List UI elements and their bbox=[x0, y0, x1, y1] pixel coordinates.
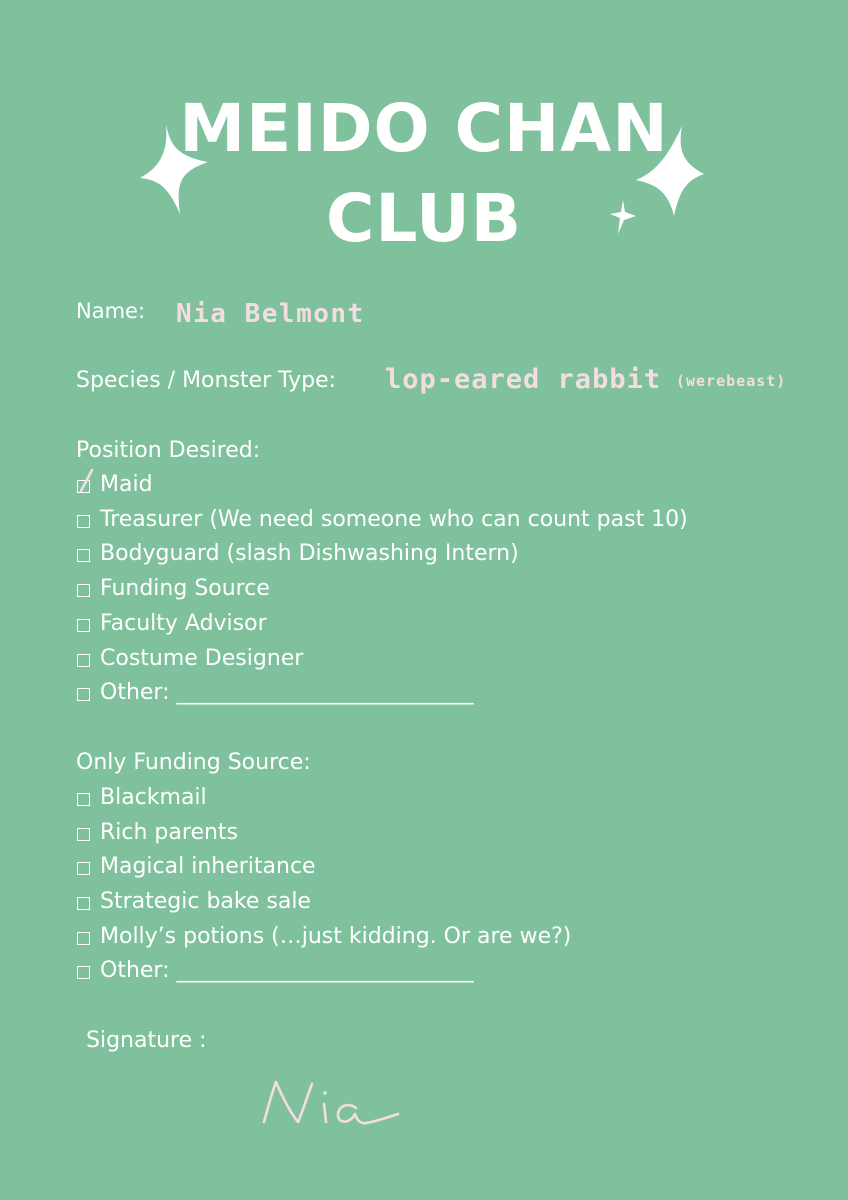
option-blackmail[interactable] bbox=[76, 783, 207, 813]
checkbox[interactable] bbox=[77, 966, 90, 979]
option-label: Magical inheritance bbox=[100, 854, 316, 879]
species-note: (werebeast) bbox=[676, 372, 787, 390]
checkbox[interactable] bbox=[77, 515, 90, 528]
checkbox[interactable] bbox=[77, 584, 90, 597]
option-label: Molly’s potions (…just kidding. Or are we?) bbox=[100, 924, 572, 949]
check-mark-icon bbox=[78, 467, 100, 495]
checkbox[interactable] bbox=[77, 897, 90, 910]
signature-label: Signature : bbox=[86, 1028, 207, 1053]
name-value: Nia Belmont bbox=[176, 299, 365, 329]
checkbox[interactable] bbox=[77, 932, 90, 945]
title-line-2: CLUB bbox=[325, 180, 523, 257]
checkbox[interactable] bbox=[77, 619, 90, 632]
checkbox[interactable] bbox=[77, 793, 90, 806]
option-label: Bodyguard (slash Dishwashing Intern) bbox=[100, 541, 519, 566]
checkbox[interactable] bbox=[77, 480, 90, 493]
checkbox[interactable] bbox=[77, 862, 90, 875]
option-costume-designer[interactable] bbox=[76, 644, 303, 674]
option-mollys-potions[interactable] bbox=[76, 922, 571, 952]
option-other-funding[interactable] bbox=[76, 956, 473, 986]
option-bake-sale[interactable] bbox=[76, 887, 311, 917]
species-label: Species / Monster Type: bbox=[76, 368, 337, 393]
option-label: Other: ___________________________ bbox=[100, 680, 474, 705]
option-maid[interactable] bbox=[76, 470, 153, 500]
position-heading: Position Desired: bbox=[76, 438, 261, 463]
checkbox[interactable] bbox=[77, 688, 90, 701]
option-magical-inheritance[interactable] bbox=[76, 852, 316, 882]
checkbox[interactable] bbox=[77, 828, 90, 841]
option-label: Treasurer (We need someone who can count past 10) bbox=[100, 507, 688, 532]
checkbox[interactable] bbox=[77, 654, 90, 667]
option-label: Funding Source bbox=[100, 576, 270, 601]
option-bodyguard[interactable] bbox=[76, 539, 519, 569]
option-label: Rich parents bbox=[100, 820, 239, 845]
option-treasurer[interactable] bbox=[76, 505, 688, 535]
option-label: Blackmail bbox=[100, 785, 207, 810]
option-label: Other: ___________________________ bbox=[100, 958, 474, 983]
option-funding-source[interactable] bbox=[76, 574, 270, 604]
handwritten-signature bbox=[258, 1074, 408, 1134]
option-label: Maid bbox=[100, 472, 153, 497]
option-label: Strategic bake sale bbox=[100, 889, 311, 914]
option-rich-parents[interactable] bbox=[76, 818, 238, 848]
checkbox[interactable] bbox=[77, 549, 90, 562]
name-label: Name: bbox=[76, 299, 146, 323]
option-label: Costume Designer bbox=[100, 646, 304, 671]
funding-heading: Only Funding Source: bbox=[76, 750, 311, 775]
species-value: lop-eared rabbit bbox=[385, 364, 662, 395]
option-other-position[interactable] bbox=[76, 678, 473, 708]
title-line-1: MEIDO CHAN bbox=[179, 90, 669, 167]
option-faculty-advisor[interactable] bbox=[76, 609, 267, 639]
option-label: Faculty Advisor bbox=[100, 611, 267, 636]
